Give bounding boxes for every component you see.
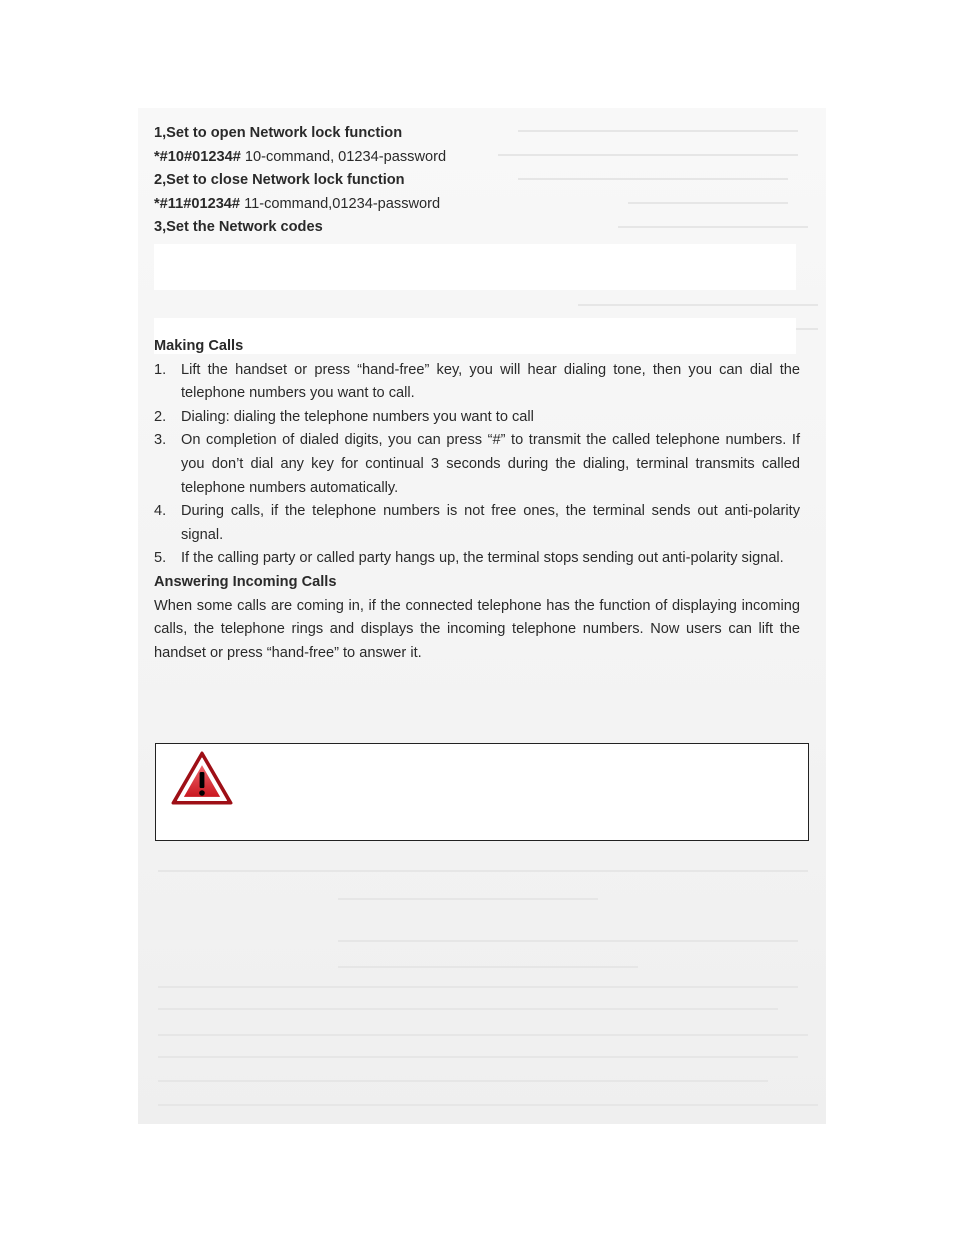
list-item-number: 5.: [154, 550, 167, 567]
warning-triangle-icon: [170, 750, 234, 806]
warning-box: [155, 743, 809, 841]
bleed-through-line: [158, 1034, 808, 1036]
list-item-text: Dialing: dialing the telephone numbers you want to call: [181, 408, 534, 425]
list-item-number: 4.: [154, 503, 167, 520]
bleed-through-line: [158, 986, 798, 988]
network-codes-heading: 3,Set the Network codes: [154, 219, 323, 236]
close-lock-command: [154, 193, 800, 217]
bleed-through-line: [338, 966, 638, 968]
answering-heading: Answering Incoming Calls: [154, 573, 337, 590]
blank-gap: [154, 240, 800, 335]
list-item-text: On completion of dialed digits, you can press “#” to transmit the called telephone numbers. If you don’t dial any key for continual 3 seconds during the dialing, terminal transmits called telephone numbers automatically.: [181, 432, 800, 496]
open-lock-heading: 1,Set to open Network lock function: [154, 125, 403, 141]
bleed-through-line: [158, 870, 808, 872]
open-lock-command: [154, 146, 800, 170]
list-item-text: During calls, if the telephone numbers is not free ones, the terminal sends out anti-polarity signal.: [181, 503, 800, 543]
document-content: [154, 122, 800, 665]
list-item-number: 2.: [154, 408, 167, 425]
open-lock-description: 10-command, 01234-password: [240, 148, 447, 165]
list-item: [154, 406, 800, 430]
close-lock-heading: 2,Set to close Network lock function: [154, 172, 405, 189]
list-item-text: Lift the handset or press “hand-free” key, you will hear dialing tone, then you can dial the telephone numbers you want to call.: [181, 361, 800, 402]
open-lock-code: *#10#01234#: [154, 148, 241, 165]
answering-paragraph: When some calls are coming in, if the connected telephone has the function of displaying incoming calls, the telephone rings and displays the incoming telephone numbers. Now users can lift the handset or press “hand-free” to answer it.: [154, 597, 800, 661]
list-item: [154, 359, 800, 406]
making-calls-heading: Making Calls: [154, 337, 244, 354]
bleed-through-line: [158, 1080, 768, 1082]
bleed-through-line: [158, 1104, 818, 1106]
bleed-through-line: [338, 898, 598, 900]
list-item: [154, 429, 800, 500]
bleed-through-line: [158, 1008, 778, 1010]
making-calls-list: [154, 359, 800, 571]
bleed-through-line: [158, 1056, 798, 1058]
close-lock-description: 11-command,01234-password: [240, 195, 441, 212]
close-lock-code: *#11#01234#: [154, 195, 241, 212]
list-item-text: If the calling party or called party hangs up, the terminal stops sending out anti-polarity signal.: [181, 550, 784, 567]
bleed-through-line: [338, 940, 798, 942]
list-item: [154, 500, 800, 547]
list-item-number: 3.: [154, 432, 167, 449]
list-item-number: 1.: [154, 361, 167, 378]
list-item: [154, 547, 800, 571]
